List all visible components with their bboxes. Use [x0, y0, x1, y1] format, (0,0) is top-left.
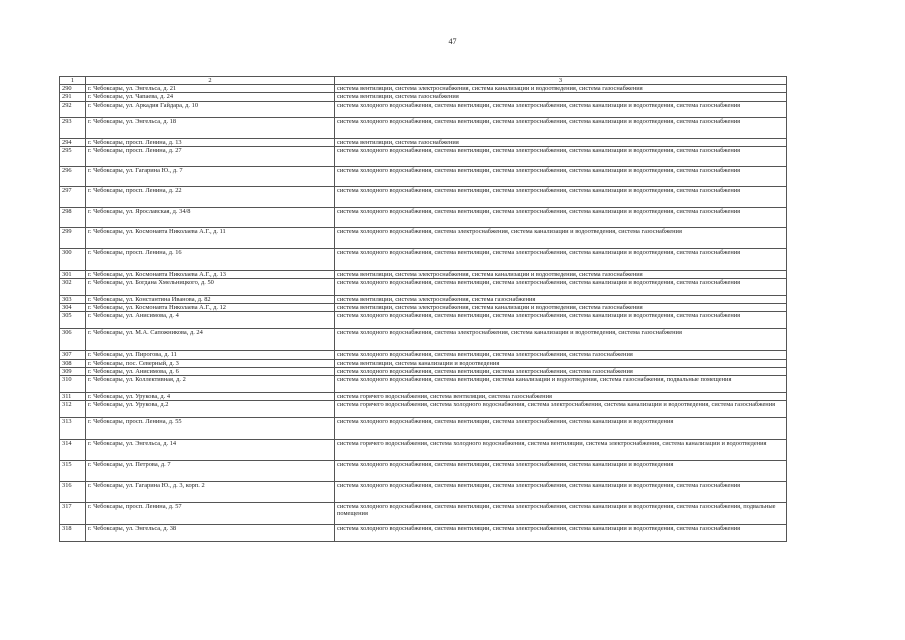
- table-row: [60, 329, 787, 351]
- table-row: [60, 482, 787, 503]
- row-systems: система холодного водоснабжения, система вентиляции, система электроснабжения, система канализации и водоотведения, система газоснабжения: [335, 525, 787, 542]
- row-address: г. Чебоксары, просп. Ленина, д. 57: [86, 503, 335, 525]
- column-header-address: 2: [86, 77, 335, 85]
- row-systems: система холодного водоснабжения, система вентиляции, система электроснабжения, система канализации и водоотведения, система газоснабжения: [335, 279, 787, 296]
- table-row: [60, 359, 787, 367]
- row-number: 309: [60, 367, 86, 375]
- table-row: [60, 117, 787, 138]
- row-number: 291: [60, 93, 86, 101]
- row-systems: система холодного водоснабжения, система электроснабжения, система канализации и водоотведения, система газоснабжения: [335, 227, 787, 248]
- row-number: 295: [60, 146, 86, 166]
- row-systems: система холодного водоснабжения, система вентиляции, система электроснабжения, система канализации и водоотведения, система газоснабжения, подвальные помещения: [335, 503, 787, 525]
- table-row: [60, 146, 787, 166]
- row-systems: система холодного водоснабжения, система вентиляции, система электроснабжения, система канализации и водоотведения, система газоснабжения: [335, 248, 787, 270]
- row-number: 303: [60, 296, 86, 304]
- table-row: [60, 166, 787, 186]
- table-row: [60, 440, 787, 461]
- row-systems: система холодного водоснабжения, система вентиляции, система электроснабжения, система канализации и водоотведения, система газоснабжения: [335, 482, 787, 503]
- row-systems: система холодного водоснабжения, система вентиляции, система электроснабжения, система канализации и водоотведения, система газоснабжения: [335, 207, 787, 227]
- row-address: г. Чебоксары, ул. Пирогова, д. 11: [86, 351, 335, 359]
- table-row: [60, 227, 787, 248]
- table-row: [60, 270, 787, 278]
- row-address: г. Чебоксары, ул. Энгельса, д. 14: [86, 440, 335, 461]
- row-number: 315: [60, 461, 86, 482]
- row-number: 293: [60, 117, 86, 138]
- table-row: [60, 367, 787, 375]
- row-systems: система холодного водоснабжения, система вентиляции, система электроснабжения, система газоснабжения: [335, 351, 787, 359]
- row-number: 307: [60, 351, 86, 359]
- row-number: 311: [60, 393, 86, 401]
- row-systems: система вентиляции, система газоснабжения: [335, 93, 787, 101]
- table-row: [60, 101, 787, 117]
- row-number: 294: [60, 138, 86, 146]
- row-address: г. Чебоксары, просп. Ленина, д. 22: [86, 186, 335, 207]
- row-address: г. Чебоксары, просп. Ленина, д. 13: [86, 138, 335, 146]
- row-systems: система холодного водоснабжения, система вентиляции, система электроснабжения, система канализации и водоотведения, система газоснабжения: [335, 117, 787, 138]
- row-number: 306: [60, 329, 86, 351]
- row-number: 317: [60, 503, 86, 525]
- table-row: [60, 312, 787, 329]
- table-row: [60, 525, 787, 542]
- row-address: г. Чебоксары, ул. Коллективная, д. 2: [86, 376, 335, 393]
- table-row: [60, 248, 787, 270]
- table-row: [60, 279, 787, 296]
- table-row: [60, 376, 787, 393]
- row-address: г. Чебоксары, ул. Гагарина Ю., д. 3, корп. 2: [86, 482, 335, 503]
- row-number: 312: [60, 401, 86, 418]
- row-systems: система холодного водоснабжения, система вентиляции, система электроснабжения, система канализации и водоотведения, система газоснабжения: [335, 186, 787, 207]
- row-systems: система холодного водоснабжения, система вентиляции, система канализации и водоотведения, система газоснабжения, подвальные помещения: [335, 376, 787, 393]
- row-systems: система холодного водоснабжения, система вентиляции, система электроснабжения, система канализации и водоотведения: [335, 461, 787, 482]
- table-row: [60, 207, 787, 227]
- row-systems: система холодного водоснабжения, система вентиляции, система электроснабжения, система канализации и водоотведения, система газоснабжения: [335, 146, 787, 166]
- row-address: г. Чебоксары, ул. Чапаева, д. 24: [86, 93, 335, 101]
- row-number: 297: [60, 186, 86, 207]
- row-address: г. Чебоксары, ул. Энгельса, д. 21: [86, 85, 335, 93]
- row-address: г. Чебоксары, ул. Петрова, д. 7: [86, 461, 335, 482]
- row-address: г. Чебоксары, ул. Анисимова, д. 4: [86, 312, 335, 329]
- row-systems: система горячего водоснабжения, система холодного водоснабжения, система вентиляции, система электроснабжения, система канализации и водоотведения: [335, 440, 787, 461]
- row-systems: система холодного водоснабжения, система электроснабжения, система канализации и водоотведения, система газоснабжения: [335, 329, 787, 351]
- row-number: 305: [60, 312, 86, 329]
- row-number: 310: [60, 376, 86, 393]
- row-number: 301: [60, 270, 86, 278]
- row-address: г. Чебоксары, ул. Аркадия Гайдара, д. 10: [86, 101, 335, 117]
- table-row: [60, 186, 787, 207]
- row-address: г. Чебоксары, ул. Космонавта Николаева А.Г., д. 13: [86, 270, 335, 278]
- row-address: г. Чебоксары, ул. Космонавта Николаева А.Г., д. 12: [86, 304, 335, 312]
- row-address: г. Чебоксары, ул. Энгельса, д. 38: [86, 525, 335, 542]
- table-row: [60, 304, 787, 312]
- row-number: 292: [60, 101, 86, 117]
- table-header-row: [60, 77, 787, 85]
- row-address: г. Чебоксары, ул. Константина Иванова, д. 82: [86, 296, 335, 304]
- row-address: г. Чебоксары, ул. Урукова, д.2: [86, 401, 335, 418]
- row-systems: система вентиляции, система электроснабжения, система канализации и водоотведения, система газоснабжения: [335, 270, 787, 278]
- row-address: г. Чебоксары, просп. Ленина, д. 55: [86, 418, 335, 440]
- row-number: 304: [60, 304, 86, 312]
- row-address: г. Чебоксары, просп. Ленина, д. 16: [86, 248, 335, 270]
- table-row: [60, 401, 787, 418]
- row-systems: система вентиляции, система канализации и водоотведения: [335, 359, 787, 367]
- row-systems: система холодного водоснабжения, система вентиляции, система электроснабжения, система канализации и водоотведения: [335, 418, 787, 440]
- row-number: 296: [60, 166, 86, 186]
- row-address: г. Чебоксары, ул. Гагарина Ю., д. 7: [86, 166, 335, 186]
- row-systems: система холодного водоснабжения, система вентиляции, система электроснабжения, система канализации и водоотведения, система газоснабжения: [335, 166, 787, 186]
- column-header-number: 1: [60, 77, 86, 85]
- row-address: г. Чебоксары, ул. М.А. Сапожникова, д. 24: [86, 329, 335, 351]
- table-row: [60, 393, 787, 401]
- page-number: 47: [448, 37, 457, 46]
- row-systems: система холодного водоснабжения, система вентиляции, система электроснабжения, система канализации и водоотведения, система газоснабжения: [335, 312, 787, 329]
- table-row: [60, 138, 787, 146]
- column-header-systems: 3: [335, 77, 787, 85]
- table-row: [60, 85, 787, 93]
- row-number: 313: [60, 418, 86, 440]
- row-systems: система вентиляции, система электроснабжения, система канализации и водоотведения, система газоснабжения: [335, 85, 787, 93]
- table-row: [60, 93, 787, 101]
- row-address: г. Чебоксары, пос. Северный, д. 3: [86, 359, 335, 367]
- row-systems: система холодного водоснабжения, система вентиляции, система электроснабжения, система газоснабжения: [335, 367, 787, 375]
- registry-table-body: [60, 77, 787, 542]
- table-row: [60, 418, 787, 440]
- table-row: [60, 461, 787, 482]
- row-systems: система горячего водоснабжения, система вентиляции, система газоснабжения: [335, 393, 787, 401]
- table-row: [60, 296, 787, 304]
- row-number: 314: [60, 440, 86, 461]
- row-number: 299: [60, 227, 86, 248]
- row-number: 302: [60, 279, 86, 296]
- row-number: 298: [60, 207, 86, 227]
- row-systems: система горячего водоснабжения, система холодного водоснабжения, система электроснабжения, система канализации и водоотведения, система газоснабжения: [335, 401, 787, 418]
- row-address: г. Чебоксары, ул. Космонавта Николаева А.Г., д. 11: [86, 227, 335, 248]
- table-row: [60, 503, 787, 525]
- row-address: г. Чебоксары, просп. Ленина, д. 27: [86, 146, 335, 166]
- registry-table: [59, 76, 787, 542]
- row-systems: система вентиляции, система электроснабжения, система канализации и водоотведения, система газоснабжения: [335, 304, 787, 312]
- row-number: 318: [60, 525, 86, 542]
- row-number: 308: [60, 359, 86, 367]
- row-systems: система холодного водоснабжения, система вентиляции, система электроснабжения, система канализации и водоотведения, система газоснабжения: [335, 101, 787, 117]
- row-address: г. Чебоксары, ул. Ярославская, д. 34/8: [86, 207, 335, 227]
- row-address: г. Чебоксары, ул. Энгельса, д. 18: [86, 117, 335, 138]
- row-number: 300: [60, 248, 86, 270]
- row-address: г. Чебоксары, ул. Анисимова, д. 6: [86, 367, 335, 375]
- row-number: 316: [60, 482, 86, 503]
- row-address: г. Чебоксары, ул. Урукова, д. 4: [86, 393, 335, 401]
- row-number: 290: [60, 85, 86, 93]
- row-address: г. Чебоксары, ул. Богдана Хмельницкого, д. 50: [86, 279, 335, 296]
- table-row: [60, 351, 787, 359]
- row-systems: система вентиляции, система электроснабжения, система газоснабжения: [335, 296, 787, 304]
- row-systems: система вентиляции, система газоснабжения: [335, 138, 787, 146]
